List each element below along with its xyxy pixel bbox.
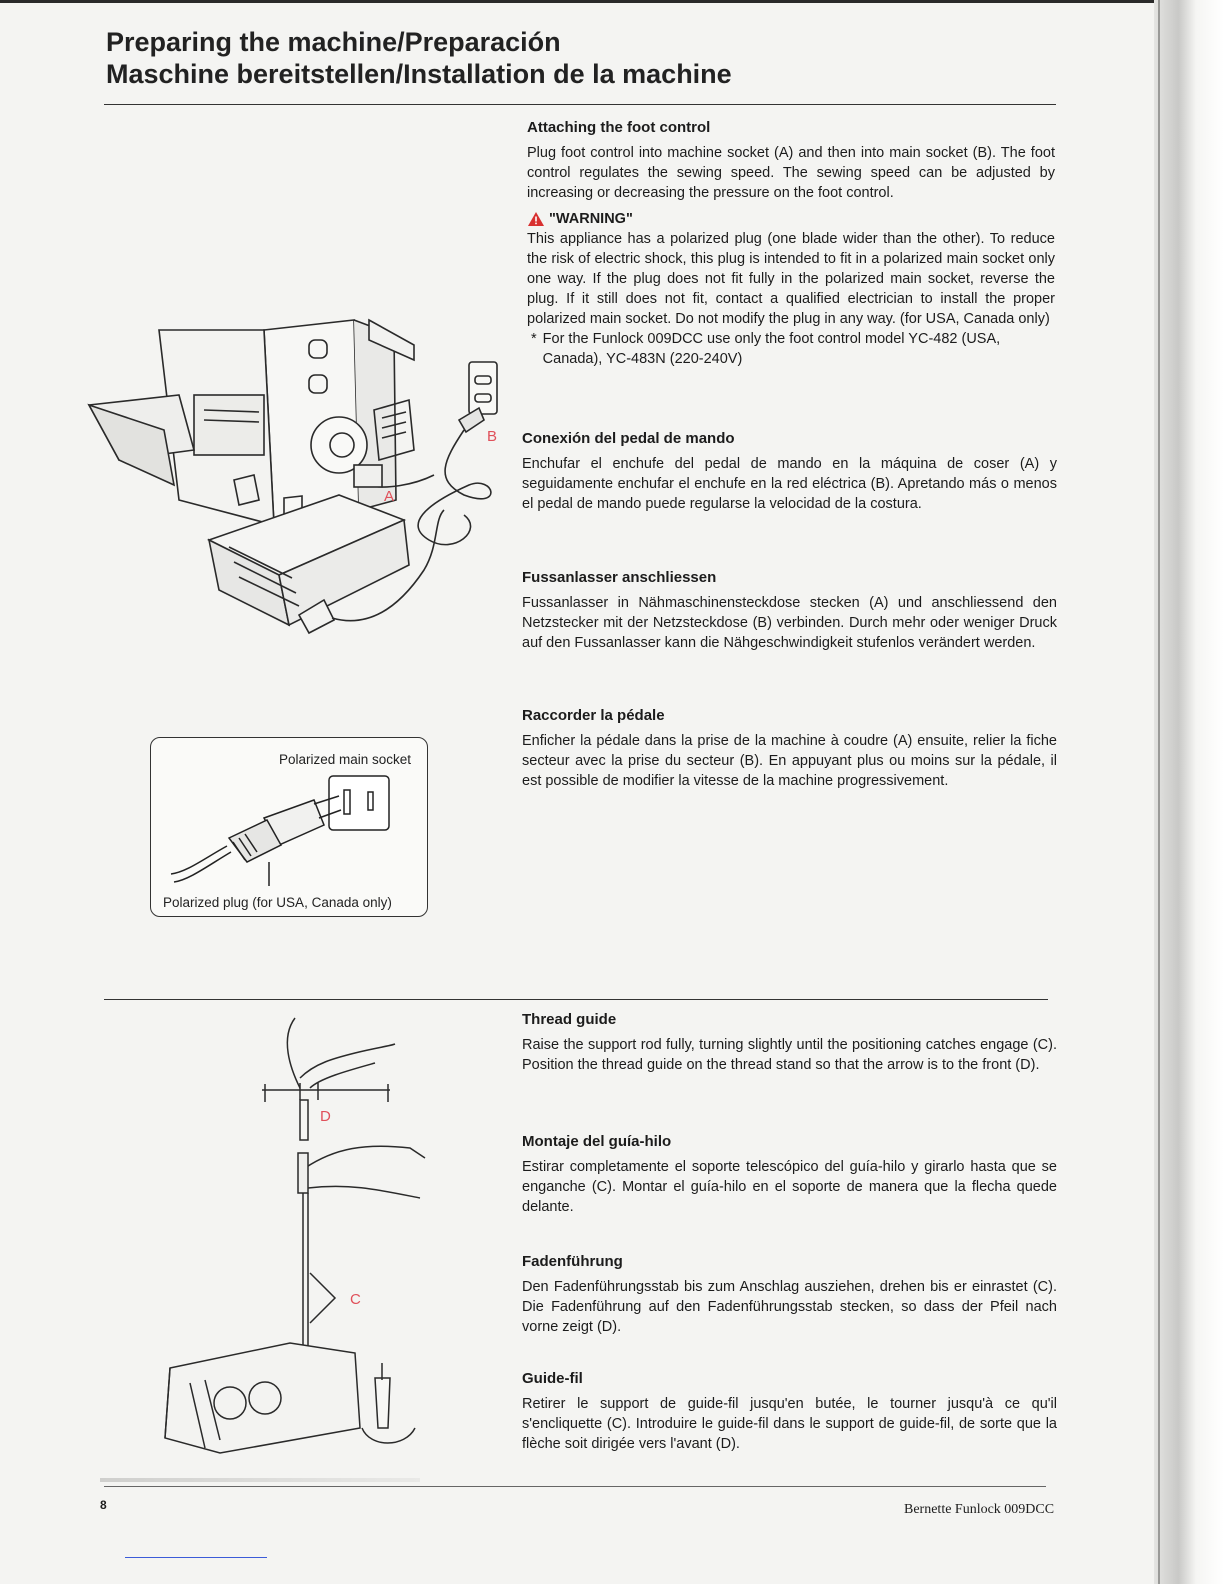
label-socket-b: B [487, 428, 498, 445]
warning-triangle-icon [527, 211, 545, 227]
heading-attaching-foot-control: Attaching the foot control [527, 119, 711, 136]
heading-fussanlasser: Fussanlasser anschliessen [522, 569, 717, 586]
heading-fadenfuehrung: Fadenführung [522, 1253, 623, 1270]
section-fussanlasser [522, 568, 1057, 653]
section-raccorder-pedale [522, 706, 1057, 791]
note-asterisk: * [531, 331, 537, 347]
bottom-link-underline [125, 1557, 267, 1558]
heading-raccorder-pedale: Raccorder la pédale [522, 707, 665, 724]
body-conexion-pedal: Enchufar el enchufe del pedal de mando en la máquina de coser (A) y seguidamente enchufar el enchufe en la red eléctrica (B). Apretando más o menos el pedal de mando puede regularse la velocidad de la costura. [522, 456, 1057, 512]
body-thread-guide: Raise the support rod fully, turning slightly until the positioning catches engage (C). Position the thread guide on the thread stand so that the arrow is to the front (D). [522, 1037, 1057, 1073]
page-binding-line [1158, 0, 1160, 1584]
machine-foot-control-illustration [84, 300, 514, 645]
polarized-plug-inset [150, 737, 428, 917]
section-fadenfuehrung [522, 1252, 1057, 1337]
polarized-plug-label: Polarized plug (for USA, Canada only) [163, 895, 392, 910]
section-attaching-foot-control [527, 118, 1055, 369]
page-title [106, 26, 732, 90]
section-conexion-pedal [522, 429, 1057, 514]
thread-guide-illustration [150, 1008, 435, 1463]
section-guide-fil [522, 1369, 1057, 1454]
section-montaje-guia-hilo [522, 1132, 1057, 1217]
heading-montaje-guia-hilo: Montaje del guía-hilo [522, 1133, 672, 1150]
footer-brand: Bernette Funlock 009DCC [904, 1502, 1055, 1517]
note-text: For the Funlock 009DCC use only the foot control model YC-482 (USA, Canada), YC-483N (220-240V) [542, 331, 1001, 367]
section-thread-guide [522, 1010, 1057, 1075]
title-divider [104, 104, 1056, 105]
polarized-plug-icon [169, 770, 409, 890]
heading-thread-guide: Thread guide [522, 1011, 617, 1028]
foot-control-model-note [531, 329, 1055, 369]
body-fadenfuehrung: Den Fadenführungsstab bis zum Anschlag ausziehen, drehen bis er einrastet (C). Die Fadenführung auf den Fadenführungsstab stecken, so dass der Pfeil nach vorne zeigt (D). [522, 1279, 1057, 1335]
page-title-line-1: Preparing the machine/Preparación [106, 27, 561, 57]
page-binding-shadow [1154, 0, 1224, 1584]
label-thread-guide-d: D [320, 1108, 331, 1125]
warning-body: This appliance has a polarized plug (one blade wider than the other). To reduce the risk of electric shock, this plug is intended to fit in a polarized main socket only one way. If the plug does not fit fully in the polarized main socket, reverse the plug. If it still does not fit, contact a qualified electrician to install the proper polarized main socket. Do not modify the plug in any way. (for USA, Canada only) [527, 231, 1055, 327]
label-support-rod-c: C [350, 1291, 361, 1308]
body-fussanlasser: Fussanlasser in Nähmaschinensteckdose stecken (A) und anschliessend den Netzstecker mit der Netzsteckdose (B) verbinden. Durch mehr oder weniger Druck auf den Fussanlasser kann die Nähgeschwindigkeit stufenlos verändert werden. [522, 595, 1057, 651]
page-top-edge [0, 0, 1170, 3]
warning-title [527, 211, 1055, 227]
footer-shade-bar [100, 1478, 420, 1482]
page-title-line-2: Maschine bereitstellen/Installation de la machine [106, 59, 732, 89]
warning-title-text: "WARNING" [549, 211, 633, 227]
body-attaching-foot-control: Plug foot control into machine socket (A) and then into main socket (B). The foot control regulates the sewing speed. The sewing speed can be adjusted by increasing or decreasing the pressure on the foot control. [527, 145, 1055, 201]
body-guide-fil: Retirer le support de guide-fil jusqu'en butée, le tourner jusqu'à ce qu'il s'encliquette (C). Introduire le guide-fil dans le support de guide-fil, de sorte que la flèche soit dirigée vers l'avant (D). [522, 1396, 1057, 1452]
label-socket-a: A [384, 488, 395, 505]
page-number: 8 [100, 1498, 107, 1512]
body-raccorder-pedale: Enficher la pédale dans la prise de la machine à coudre (A) ensuite, relier la fiche secteur avec la prise du secteur (B). En appuyant plus ou moins sur la pédale, il est possible de modifier la vitesse de la machine progressivement. [522, 733, 1057, 789]
heading-guide-fil: Guide-fil [522, 1370, 583, 1387]
polarized-socket-label: Polarized main socket [279, 752, 412, 767]
footer-divider [104, 1486, 1046, 1487]
heading-conexion-pedal: Conexión del pedal de mando [522, 430, 735, 447]
body-montaje-guia-hilo: Estirar completamente el soporte telescópico del guía-hilo y girarlo hasta que se enganche (C). Montar el guía-hilo en el soporte de manera que la flecha quede delante. [522, 1159, 1057, 1215]
section-divider [104, 999, 1048, 1000]
